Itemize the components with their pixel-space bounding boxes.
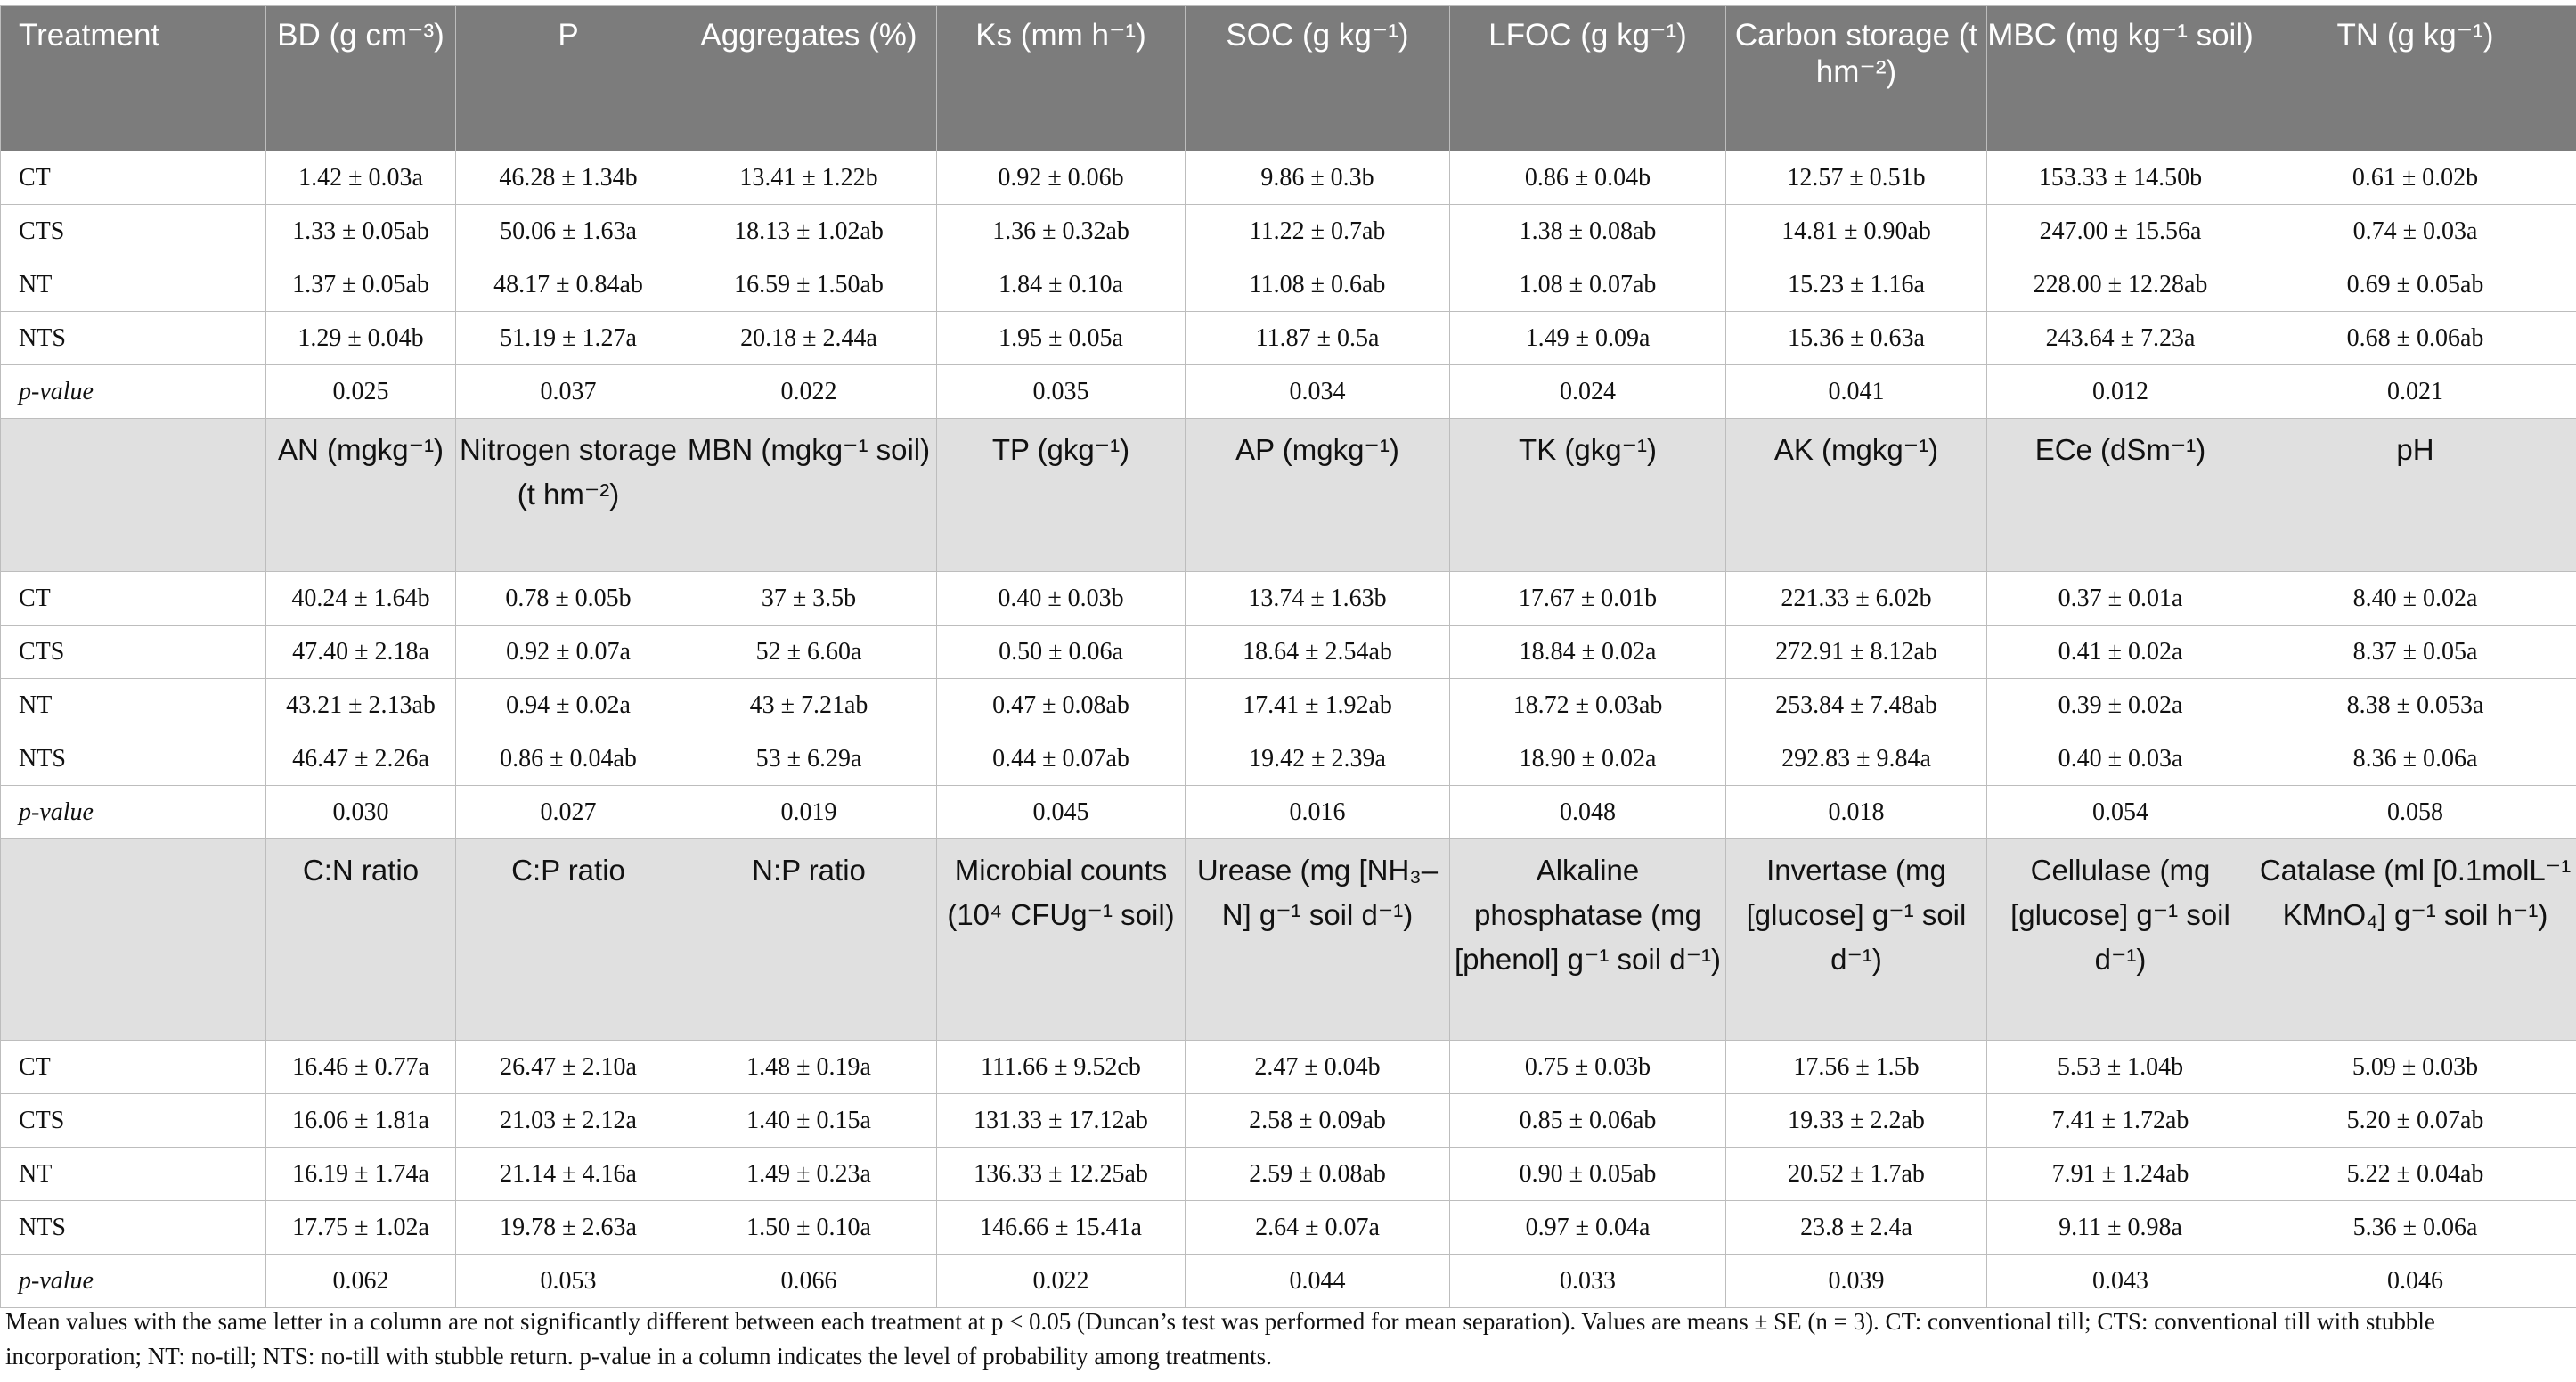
value-cell: 0.47 ± 0.08ab <box>937 679 1186 732</box>
treatment-cell: CT <box>1 572 266 626</box>
p-value-row <box>1 1255 2576 1308</box>
value-cell: 17.67 ± 0.01b <box>1450 572 1726 626</box>
value-cell: 0.048 <box>1450 786 1726 839</box>
value-cell: 46.47 ± 2.26a <box>266 732 456 786</box>
value-cell: 2.47 ± 0.04b <box>1186 1041 1450 1094</box>
table-row <box>1 151 2576 205</box>
table-row <box>1 1094 2576 1148</box>
value-cell: 0.75 ± 0.03b <box>1450 1041 1726 1094</box>
value-cell: 0.012 <box>1987 365 2254 419</box>
value-cell: 7.91 ± 1.24ab <box>1987 1148 2254 1201</box>
value-cell: 8.37 ± 0.05a <box>2254 626 2576 679</box>
table-row <box>1 732 2576 786</box>
value-cell: 18.13 ± 1.02ab <box>681 205 937 258</box>
value-cell: 0.74 ± 0.03a <box>2254 205 2576 258</box>
column-header: Invertase (mg [glucose] g⁻¹ soil d⁻¹) <box>1726 839 1987 1041</box>
value-cell: 1.49 ± 0.23a <box>681 1148 937 1201</box>
treatment-cell: NTS <box>1 1201 266 1255</box>
column-header <box>1 839 266 1041</box>
value-cell: 7.41 ± 1.72ab <box>1987 1094 2254 1148</box>
value-cell: 50.06 ± 1.63a <box>456 205 681 258</box>
value-cell: 2.59 ± 0.08ab <box>1186 1148 1450 1201</box>
column-header: LFOC (g kg⁻¹) <box>1450 6 1726 151</box>
value-cell: 1.95 ± 0.05a <box>937 312 1186 365</box>
value-cell: 8.36 ± 0.06a <box>2254 732 2576 786</box>
value-cell: 48.17 ± 0.84ab <box>456 258 681 312</box>
value-cell: 0.034 <box>1186 365 1450 419</box>
value-cell: 1.49 ± 0.09a <box>1450 312 1726 365</box>
value-cell: 146.66 ± 15.41a <box>937 1201 1186 1255</box>
column-header <box>1 419 266 572</box>
table-footnote: Mean values with the same letter in a column are not significantly different between each treatment at p < 0.05 (Duncan’s test was performed for mean separation). Values are means ± SE (n = 3). CT: conventional till; CTS: conventional till with stubble incorporation; NT: no-till; NTS: no-till with stubble return. p-value in a column indicates the level of probability among treatments. <box>5 1308 2435 1370</box>
value-cell: 8.38 ± 0.053a <box>2254 679 2576 732</box>
treatment-cell: p-value <box>1 786 266 839</box>
column-header: TP (gkg⁻¹) <box>937 419 1186 572</box>
value-cell: 5.09 ± 0.03b <box>2254 1041 2576 1094</box>
value-cell: 221.33 ± 6.02b <box>1726 572 1987 626</box>
value-cell: 19.78 ± 2.63a <box>456 1201 681 1255</box>
value-cell: 18.90 ± 0.02a <box>1450 732 1726 786</box>
value-cell: 5.36 ± 0.06a <box>2254 1201 2576 1255</box>
value-cell: 19.33 ± 2.2ab <box>1726 1094 1987 1148</box>
value-cell: 52 ± 6.60a <box>681 626 937 679</box>
value-cell: 1.33 ± 0.05ab <box>266 205 456 258</box>
value-cell: 18.84 ± 0.02a <box>1450 626 1726 679</box>
value-cell: 19.42 ± 2.39a <box>1186 732 1450 786</box>
value-cell: 2.58 ± 0.09ab <box>1186 1094 1450 1148</box>
column-header: C:N ratio <box>266 839 456 1041</box>
table-row <box>1 1201 2576 1255</box>
header-row-2 <box>1 419 2576 572</box>
value-cell: 0.037 <box>456 365 681 419</box>
value-cell: 13.41 ± 1.22b <box>681 151 937 205</box>
header-row-1 <box>1 6 2576 151</box>
value-cell: 0.92 ± 0.06b <box>937 151 1186 205</box>
treatment-cell: p-value <box>1 1255 266 1308</box>
value-cell: 0.045 <box>937 786 1186 839</box>
column-header: pH <box>2254 419 2576 572</box>
header-row-3 <box>1 839 2576 1041</box>
value-cell: 37 ± 3.5b <box>681 572 937 626</box>
treatment-cell: NTS <box>1 312 266 365</box>
column-header: ECe (dSm⁻¹) <box>1987 419 2254 572</box>
value-cell: 0.022 <box>937 1255 1186 1308</box>
column-header: MBC (mg kg⁻¹ soil) <box>1987 6 2254 151</box>
value-cell: 0.86 ± 0.04b <box>1450 151 1726 205</box>
column-header: Carbon storage (t hm⁻²) <box>1726 6 1987 151</box>
value-cell: 5.20 ± 0.07ab <box>2254 1094 2576 1148</box>
table-row <box>1 572 2576 626</box>
column-header: AK (mgkg⁻¹) <box>1726 419 1987 572</box>
value-cell: 11.87 ± 0.5a <box>1186 312 1450 365</box>
value-cell: 16.19 ± 1.74a <box>266 1148 456 1201</box>
column-header: P <box>456 6 681 151</box>
value-cell: 0.86 ± 0.04ab <box>456 732 681 786</box>
value-cell: 1.36 ± 0.32ab <box>937 205 1186 258</box>
value-cell: 0.41 ± 0.02a <box>1987 626 2254 679</box>
p-value-row <box>1 365 2576 419</box>
value-cell: 12.57 ± 0.51b <box>1726 151 1987 205</box>
value-cell: 16.59 ± 1.50ab <box>681 258 937 312</box>
column-header: C:P ratio <box>456 839 681 1041</box>
column-header: MBN (mgkg⁻¹ soil) <box>681 419 937 572</box>
treatment-cell: CT <box>1 151 266 205</box>
treatment-cell: NT <box>1 258 266 312</box>
value-cell: 0.018 <box>1726 786 1987 839</box>
treatment-cell: NTS <box>1 732 266 786</box>
value-cell: 1.37 ± 0.05ab <box>266 258 456 312</box>
column-header: BD (g cm⁻³) <box>266 6 456 151</box>
value-cell: 53 ± 6.29a <box>681 732 937 786</box>
column-header: AN (mgkg⁻¹) <box>266 419 456 572</box>
value-cell: 1.08 ± 0.07ab <box>1450 258 1726 312</box>
value-cell: 292.83 ± 9.84a <box>1726 732 1987 786</box>
value-cell: 2.64 ± 0.07a <box>1186 1201 1450 1255</box>
value-cell: 17.75 ± 1.02a <box>266 1201 456 1255</box>
value-cell: 253.84 ± 7.48ab <box>1726 679 1987 732</box>
table-row <box>1 258 2576 312</box>
value-cell: 1.50 ± 0.10a <box>681 1201 937 1255</box>
value-cell: 0.035 <box>937 365 1186 419</box>
column-header: Ks (mm h⁻¹) <box>937 6 1186 151</box>
column-header: Alkaline phosphatase (mg [phenol] g⁻¹ soil d⁻¹) <box>1450 839 1726 1041</box>
value-cell: 0.054 <box>1987 786 2254 839</box>
value-cell: 0.044 <box>1186 1255 1450 1308</box>
treatment-cell: CT <box>1 1041 266 1094</box>
column-header: Nitrogen storage (t hm⁻²) <box>456 419 681 572</box>
column-header: Aggregates (%) <box>681 6 937 151</box>
column-header: Urease (mg [NH₃–N] g⁻¹ soil d⁻¹) <box>1186 839 1450 1041</box>
value-cell: 111.66 ± 9.52cb <box>937 1041 1186 1094</box>
value-cell: 17.41 ± 1.92ab <box>1186 679 1450 732</box>
value-cell: 0.043 <box>1987 1255 2254 1308</box>
value-cell: 21.03 ± 2.12a <box>456 1094 681 1148</box>
value-cell: 0.92 ± 0.07a <box>456 626 681 679</box>
value-cell: 11.08 ± 0.6ab <box>1186 258 1450 312</box>
value-cell: 20.18 ± 2.44a <box>681 312 937 365</box>
value-cell: 18.64 ± 2.54ab <box>1186 626 1450 679</box>
table-row <box>1 1148 2576 1201</box>
value-cell: 153.33 ± 14.50b <box>1987 151 2254 205</box>
column-header: SOC (g kg⁻¹) <box>1186 6 1450 151</box>
value-cell: 136.33 ± 12.25ab <box>937 1148 1186 1201</box>
soil-properties-table <box>0 5 2576 1308</box>
value-cell: 0.68 ± 0.06ab <box>2254 312 2576 365</box>
value-cell: 243.64 ± 7.23a <box>1987 312 2254 365</box>
treatment-cell: NT <box>1 1148 266 1201</box>
value-cell: 0.50 ± 0.06a <box>937 626 1186 679</box>
value-cell: 15.36 ± 0.63a <box>1726 312 1987 365</box>
value-cell: 26.47 ± 2.10a <box>456 1041 681 1094</box>
value-cell: 5.22 ± 0.04ab <box>2254 1148 2576 1201</box>
value-cell: 5.53 ± 1.04b <box>1987 1041 2254 1094</box>
value-cell: 0.058 <box>2254 786 2576 839</box>
table-row <box>1 1041 2576 1094</box>
column-header: TN (g kg⁻¹) <box>2254 6 2576 151</box>
treatment-cell: CTS <box>1 205 266 258</box>
value-cell: 1.48 ± 0.19a <box>681 1041 937 1094</box>
value-cell: 51.19 ± 1.27a <box>456 312 681 365</box>
treatment-cell: NT <box>1 679 266 732</box>
value-cell: 43 ± 7.21ab <box>681 679 937 732</box>
value-cell: 9.86 ± 0.3b <box>1186 151 1450 205</box>
p-value-row <box>1 786 2576 839</box>
value-cell: 1.38 ± 0.08ab <box>1450 205 1726 258</box>
value-cell: 0.37 ± 0.01a <box>1987 572 2254 626</box>
column-header: Cellulase (mg [glucose] g⁻¹ soil d⁻¹) <box>1987 839 2254 1041</box>
value-cell: 13.74 ± 1.63b <box>1186 572 1450 626</box>
column-header: Catalase (ml [0.1molL⁻¹ KMnO₄] g⁻¹ soil h⁻¹) <box>2254 839 2576 1041</box>
value-cell: 15.23 ± 1.16a <box>1726 258 1987 312</box>
treatment-cell: CTS <box>1 626 266 679</box>
value-cell: 0.016 <box>1186 786 1450 839</box>
table-row <box>1 679 2576 732</box>
value-cell: 43.21 ± 2.13ab <box>266 679 456 732</box>
column-header: N:P ratio <box>681 839 937 1041</box>
value-cell: 11.22 ± 0.7ab <box>1186 205 1450 258</box>
value-cell: 1.40 ± 0.15a <box>681 1094 937 1148</box>
value-cell: 47.40 ± 2.18a <box>266 626 456 679</box>
value-cell: 0.027 <box>456 786 681 839</box>
value-cell: 0.019 <box>681 786 937 839</box>
value-cell: 1.42 ± 0.03a <box>266 151 456 205</box>
value-cell: 40.24 ± 1.64b <box>266 572 456 626</box>
table-row <box>1 312 2576 365</box>
value-cell: 0.041 <box>1726 365 1987 419</box>
value-cell: 0.78 ± 0.05b <box>456 572 681 626</box>
value-cell: 8.40 ± 0.02a <box>2254 572 2576 626</box>
column-header: AP (mgkg⁻¹) <box>1186 419 1450 572</box>
value-cell: 21.14 ± 4.16a <box>456 1148 681 1201</box>
value-cell: 0.025 <box>266 365 456 419</box>
value-cell: 0.40 ± 0.03a <box>1987 732 2254 786</box>
treatment-cell: p-value <box>1 365 266 419</box>
value-cell: 0.033 <box>1450 1255 1726 1308</box>
value-cell: 0.030 <box>266 786 456 839</box>
value-cell: 16.46 ± 0.77a <box>266 1041 456 1094</box>
value-cell: 0.44 ± 0.07ab <box>937 732 1186 786</box>
value-cell: 0.40 ± 0.03b <box>937 572 1186 626</box>
value-cell: 0.062 <box>266 1255 456 1308</box>
value-cell: 0.61 ± 0.02b <box>2254 151 2576 205</box>
value-cell: 0.039 <box>1726 1255 1987 1308</box>
value-cell: 17.56 ± 1.5b <box>1726 1041 1987 1094</box>
value-cell: 0.022 <box>681 365 937 419</box>
column-header: TK (gkg⁻¹) <box>1450 419 1726 572</box>
value-cell: 0.066 <box>681 1255 937 1308</box>
value-cell: 0.97 ± 0.04a <box>1450 1201 1726 1255</box>
value-cell: 46.28 ± 1.34b <box>456 151 681 205</box>
table-row <box>1 626 2576 679</box>
value-cell: 1.84 ± 0.10a <box>937 258 1186 312</box>
value-cell: 0.69 ± 0.05ab <box>2254 258 2576 312</box>
value-cell: 0.053 <box>456 1255 681 1308</box>
value-cell: 23.8 ± 2.4a <box>1726 1201 1987 1255</box>
value-cell: 14.81 ± 0.90ab <box>1726 205 1987 258</box>
value-cell: 0.94 ± 0.02a <box>456 679 681 732</box>
value-cell: 1.29 ± 0.04b <box>266 312 456 365</box>
value-cell: 0.046 <box>2254 1255 2576 1308</box>
treatment-cell: CTS <box>1 1094 266 1148</box>
value-cell: 0.021 <box>2254 365 2576 419</box>
value-cell: 16.06 ± 1.81a <box>266 1094 456 1148</box>
value-cell: 131.33 ± 17.12ab <box>937 1094 1186 1148</box>
value-cell: 272.91 ± 8.12ab <box>1726 626 1987 679</box>
table-row <box>1 205 2576 258</box>
column-header: Treatment <box>1 6 266 151</box>
value-cell: 18.72 ± 0.03ab <box>1450 679 1726 732</box>
value-cell: 20.52 ± 1.7ab <box>1726 1148 1987 1201</box>
value-cell: 247.00 ± 15.56a <box>1987 205 2254 258</box>
value-cell: 9.11 ± 0.98a <box>1987 1201 2254 1255</box>
value-cell: 0.39 ± 0.02a <box>1987 679 2254 732</box>
value-cell: 0.024 <box>1450 365 1726 419</box>
column-header: Microbial counts (10⁴ CFUg⁻¹ soil) <box>937 839 1186 1041</box>
value-cell: 228.00 ± 12.28ab <box>1987 258 2254 312</box>
value-cell: 0.85 ± 0.06ab <box>1450 1094 1726 1148</box>
value-cell: 0.90 ± 0.05ab <box>1450 1148 1726 1201</box>
